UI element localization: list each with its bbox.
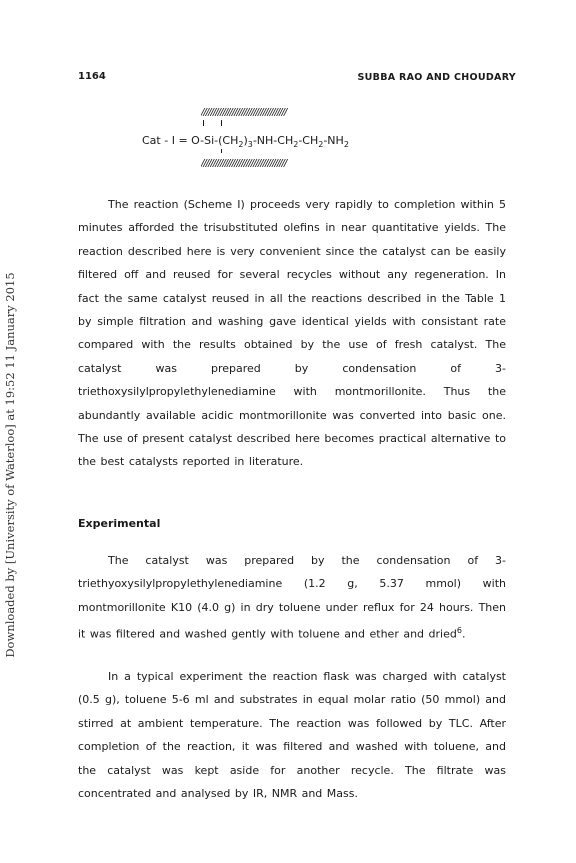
surface-hatch-top: //////////////////////////////////// <box>201 108 287 118</box>
bond-line-left <box>203 120 204 126</box>
download-watermark-text: Downloaded by [University of Waterloo] at 19:52 11 January 2015 <box>3 272 17 658</box>
catalyst-formula: Cat - $I = O-Si-(CH_2)_3-NH-CH_2-CH_2-NH_2$ <box>142 134 349 150</box>
reference-6: 6 <box>456 626 462 636</box>
paragraph-typical-experiment: In a typical experiment the reaction flask was charged with catalyst (0.5 g), toluene 5-6 ml and substrates in equal molar ratio (50 mmol) and stirred at ambient temperature. The reaction was followed by TLC. After completion of the reaction, it was filtered and washed with toluene, and the catalyst was kept aside for another recycle. The filtrate was concentrated and analysed by IR, NMR and Mass. <box>78 670 506 801</box>
catalyst-label: Cat - I = <box>142 134 192 147</box>
running-title: SUBBA RAO AND CHOUDARY <box>357 72 516 83</box>
section-heading-experimental: Experimental <box>78 517 161 530</box>
bond-line-right <box>221 120 222 126</box>
surface-hatch-bottom: //////////////////////////////////// <box>201 159 287 169</box>
paragraph-results: The reaction (Scheme I) proceeds very rapidly to completion within 5 minutes afforded the trisubstituted olefins in near quantitative yields. The reaction described here is very convenient since the catalyst can be easily filtered off and reused for several recycles without any regeneration. In fact the same catalyst reused in all the reactions described in the Table 1 by simple filtration and washing gave identical yields with consistant rate compared with the results obtained by the use of fresh catalyst. The catalyst was prepared by condensation of 3-triethoxysilylpropylethylenediamine with montmorillonite. Thus the abundantly available acidic montmorillonite was converted into basic one. The use of present catalyst described here becomes practical alternative to the best catalysts reported in literature. <box>78 198 506 469</box>
page-number: 1164 <box>78 71 106 82</box>
download-watermark <box>2 272 18 658</box>
paragraph-catalyst-prep: The catalyst was prepared by the condensation of 3-triethyoxysilylpropylethylenediamine (1.2 g, 5.37 mmol) with montmorillonite K10 (4.0 g) in dry toluene under reflux for 24 hours. Then it was filtered and washed gently with toluene and ether and dried$^6$. <box>78 554 506 641</box>
bond-line-bottom <box>221 149 222 153</box>
